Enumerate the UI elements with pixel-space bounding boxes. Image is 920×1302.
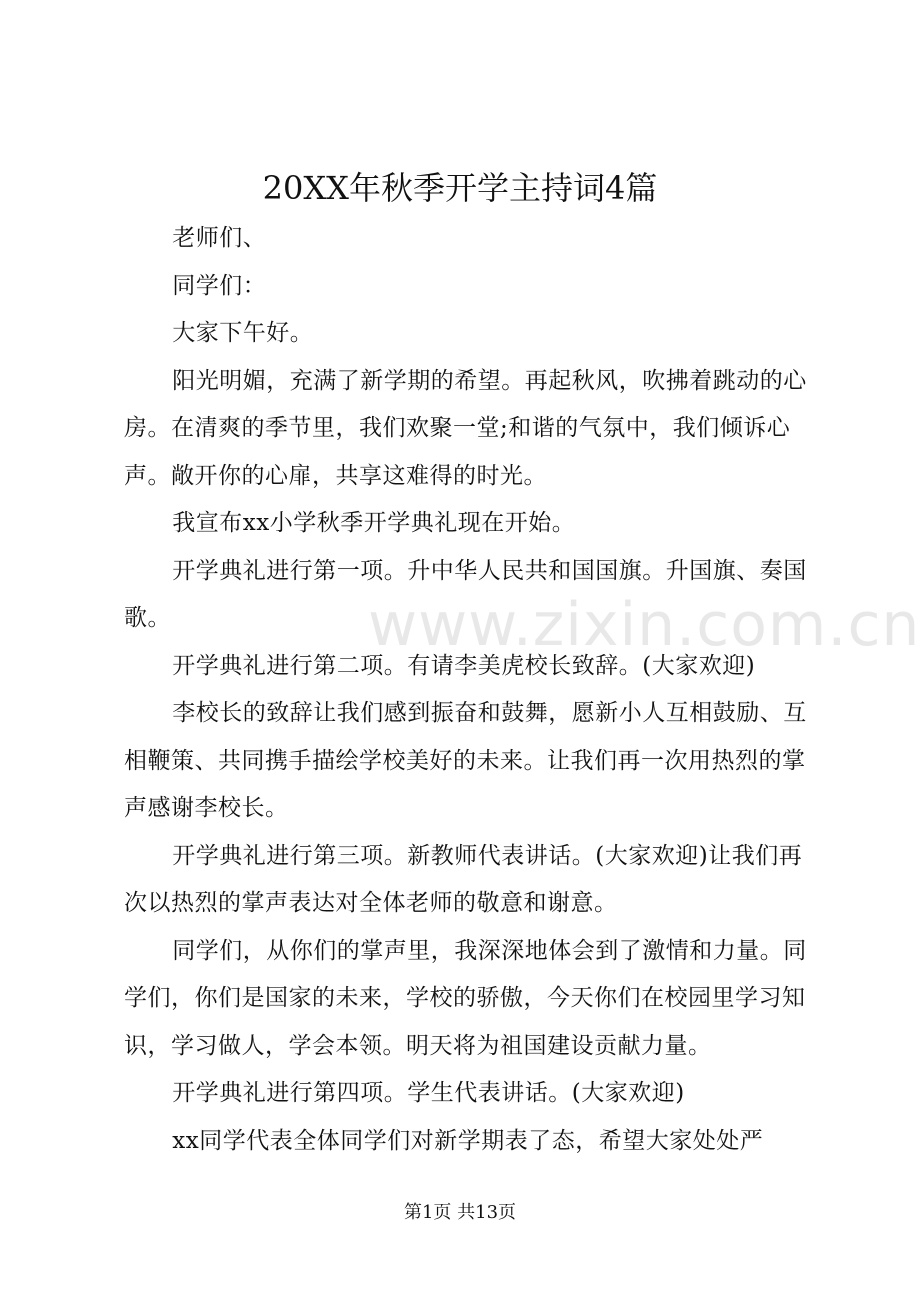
paragraph: 开学典礼进行第三项。新教师代表讲话。(大家欢迎)让我们再次以热烈的掌声表达对全体老师的敬意和谢意。 <box>124 842 803 916</box>
paragraph: xx同学代表全体同学们对新学期表了态，希望大家处处严 <box>172 1127 764 1154</box>
paragraph: 阳光明媚，充满了新学期的希望。再起秋风，吹拂着跳动的心房。在清爽的季节里，我们欢聚一堂;和谐的气氛中，我们倾诉心声。敞开你的心扉，共享这难得的时光。 <box>124 367 807 489</box>
watermark: www.zixin.com.cn <box>368 590 920 660</box>
paragraph: 李校长的致辞让我们感到振奋和鼓舞，愿新小人互相鼓励、互相鞭策、共同携手描绘学校美好的未来。让我们再一次用热烈的掌声感谢李校长。 <box>124 700 807 821</box>
paragraph: 开学典礼进行第一项。升中华人民共和国国旗。升国旗、奏国歌。 <box>124 557 807 631</box>
paragraph: 同学们： <box>172 272 267 299</box>
paragraph: 开学典礼进行第四项。学生代表讲话。(大家欢迎) <box>172 1080 685 1106</box>
paragraph: 开学典礼进行第二项。有请李美虎校长致辞。(大家欢迎) <box>172 652 756 679</box>
page-footer: 第1页 共13页 <box>403 1202 517 1223</box>
document-title: 20XX年秋季开学主持词4篇 <box>262 169 658 207</box>
paragraph: 同学们，从你们的掌声里，我深深地体会到了激情和力量。同学们，你们是国家的未来，学校的骄傲，今天你们在校园里学习知识，学习做人，学会本领。明天将为祖国建设贡献力量。 <box>124 937 807 1059</box>
paragraph: 大家下午好。 <box>172 320 314 346</box>
document-body <box>124 215 824 1165</box>
paragraph: 老师们、 <box>172 225 267 251</box>
paragraph: 我宣布xx小学秋季开学典礼现在开始。 <box>172 510 576 536</box>
